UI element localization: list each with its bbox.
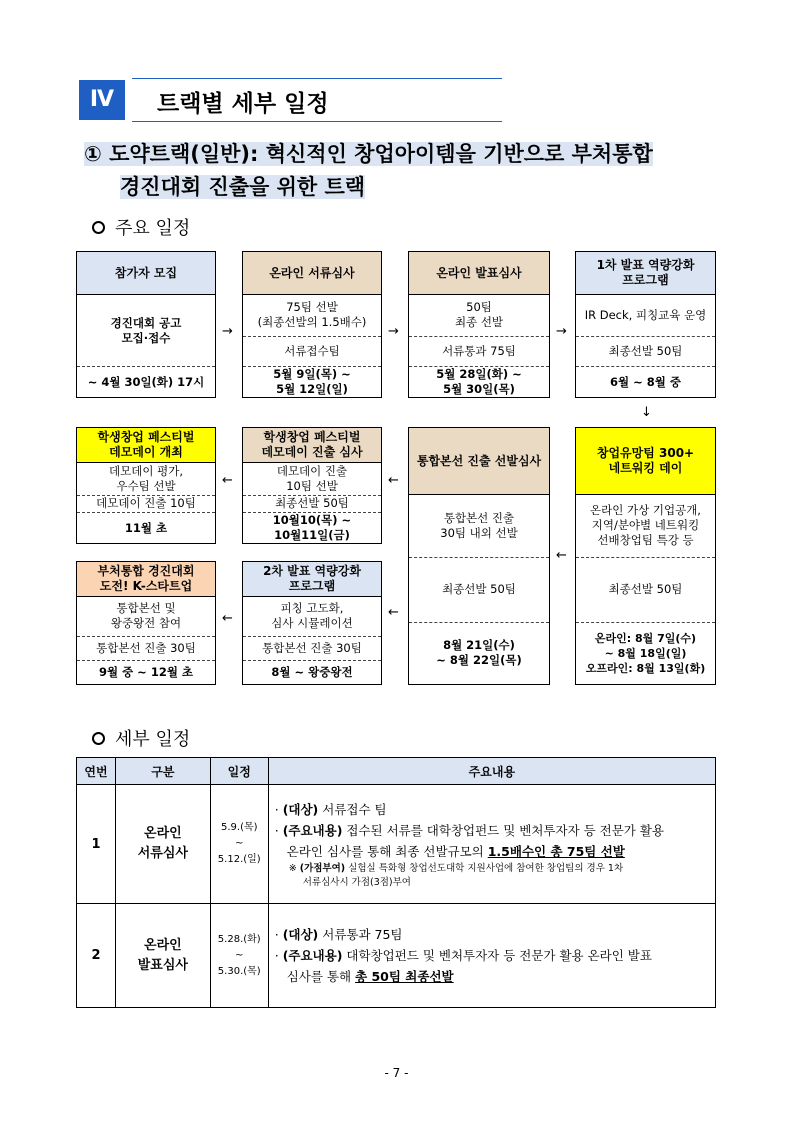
flow-header-final-selection: 통합본선 진출 선발심사 (408, 427, 550, 495)
detail-schedule-heading-text: 세부 일정 (115, 729, 191, 750)
arrow-left-icon: ← (388, 473, 399, 488)
arrow-down-icon: ↓ (641, 405, 652, 420)
flow-content-doc-review: 75팀 선발 (최종선발의 1.5배수) (257, 300, 367, 329)
main-content-text-cont: 온라인 심사를 통해 최종 선발규모의 (286, 843, 488, 859)
flow-date-networking: 온라인: 8월 7일(수) ~ 8월 18일(일) 오프라인: 8월 13일(화) (585, 631, 706, 675)
track-heading-line2: 경진대회 진출을 위한 트랙 (120, 175, 366, 199)
track-heading-line1: ① 도약트랙(일반): 혁신적인 창업아이템을 기반으로 부처통합 (84, 142, 653, 166)
arrow-left-icon: ← (222, 473, 233, 488)
arrow-right-icon: → (556, 324, 567, 339)
table-header-row (77, 758, 716, 785)
row-category: 온라인 발표심사 (115, 904, 210, 1008)
content-line (275, 966, 709, 987)
target-text: 서류접수 팀 (318, 801, 387, 817)
flow-content-capacity-1: IR Deck, 피칭교육 운영 (584, 307, 707, 322)
emphasis-text: 1.5배수인 총 75팀 선발 (487, 843, 625, 859)
flow-header-capacity-1: 1차 발표 역량강화 프로그램 (575, 251, 716, 295)
flow-content-recruit: 경진대회 공고 모집·접수 (110, 316, 182, 345)
note-mark: ※ (288, 862, 297, 874)
emphasis-text: 총 50팀 최종선발 (355, 969, 454, 984)
flow-date-k-startup: 9월 중 ~ 12월 초 (98, 665, 194, 679)
flow-content-demoday: 데모데이 평가, 우수팀 선발 (109, 463, 183, 493)
main-content-text: 대학창업펀드 및 벤처투자자 등 전문가 활용 온라인 발표 (342, 948, 652, 963)
flow-date-capacity-2: 8월 ~ 왕중왕전 (271, 665, 353, 679)
row-category: 온라인 서류심사 (115, 785, 210, 904)
row-content (268, 785, 715, 904)
track-heading (84, 138, 724, 204)
flow-header-networking: 창업유망팀 300+ 네트워킹 데이 (575, 427, 716, 495)
flow-target-networking: 최종선발 50팀 (608, 581, 683, 596)
content-line: · (대상) 서류통과 75팀 (274, 927, 403, 942)
flow-header-demoday-review: 학생창업 페스티벌 데모데이 진출 심사 (242, 427, 382, 463)
arrow-left-icon: ← (222, 611, 233, 626)
flow-content-final-selection: 통합본선 진출 30팀 내외 선발 (440, 510, 518, 540)
section-title: 트랙별 세부 일정 (157, 91, 329, 117)
flow-target-demoday-review: 최종선발 50팀 (275, 496, 349, 510)
flow-date-final-selection: 8월 21일(수) ~ 8월 22일(목) (436, 638, 522, 667)
flow-header-k-startup: 부처통합 경진대회 도전! K-스타트업 (76, 561, 216, 597)
note-text: 실험실 특화형 창업선도대학 지원사업에 참여한 창업팀의 경우 1차 (345, 862, 624, 874)
flow-target-final-selection: 최종선발 50팀 (442, 581, 516, 596)
page-number: - 7 - (384, 1066, 409, 1080)
row-schedule: 5.9.(목) ~ 5.12.(일) (210, 785, 268, 904)
flow-date-presentation-review: 5월 28일(화) ~ 5월 30일(목) (436, 367, 522, 396)
flow-header-presentation-review: 온라인 발표심사 (408, 251, 550, 295)
arrow-right-icon: → (222, 324, 233, 339)
target-text: 서류통과 75팀 (318, 927, 403, 942)
note-text-cont: 서류심사시 가점(3점)부여 (302, 876, 411, 888)
flow-date-recruit: ~ 4월 30일(화) 17시 (87, 374, 205, 389)
section-number: Ⅳ (79, 80, 125, 120)
flow-target-doc-review: 서류접수팀 (284, 344, 340, 358)
target-tag: (대상) (282, 927, 319, 942)
table-row (77, 904, 716, 1008)
col-header-category: 구분 (115, 758, 210, 785)
flow-target-capacity-2: 통합본선 진출 30팀 (262, 640, 362, 655)
row-schedule: 5.28.(화) ~ 5.30.(목) (210, 904, 268, 1008)
col-header-schedule: 일정 (210, 758, 268, 785)
detail-schedule-heading (92, 725, 190, 751)
content-line: · (주요내용) 대학창업펀드 및 벤처투자자 등 전문가 활용 온라인 발표 (274, 948, 652, 963)
flow-header-recruit: 참가자 모집 (76, 251, 216, 295)
row-content (268, 904, 715, 1008)
row-no: 2 (77, 904, 116, 1008)
row-no: 1 (77, 785, 116, 904)
content-line: · (대상) 서류접수 팀 (274, 801, 387, 817)
circle-bullet-icon (92, 732, 105, 745)
note-line (275, 862, 709, 890)
main-content-text-cont: 심사를 통해 (286, 969, 356, 984)
table-row (77, 785, 716, 904)
flow-header-doc-review: 온라인 서류심사 (242, 251, 382, 295)
main-schedule-heading-text: 주요 일정 (115, 218, 191, 239)
flow-content-k-startup: 통합본선 및 왕중왕전 참여 (110, 600, 182, 630)
main-content-text: 접수된 서류를 대학창업펀드 및 벤처투자자 등 전문가 활용 (342, 822, 665, 838)
circle-bullet-icon (92, 221, 105, 234)
arrow-left-icon: ← (556, 548, 567, 563)
content-line: · (주요내용) 접수된 서류를 대학창업펀드 및 벤처투자자 등 전문가 활용 (274, 822, 665, 838)
note-tag: (가점부여) (299, 862, 346, 874)
flow-date-demoday: 11월 초 (124, 520, 168, 535)
detail-schedule-table (76, 757, 716, 1008)
section-rule-bottom (132, 121, 502, 122)
flow-target-capacity-1: 최종선발 50팀 (608, 344, 683, 358)
flow-date-capacity-1: 6월 ~ 8월 중 (610, 374, 681, 389)
main-content-tag: (주요내용) (282, 948, 343, 963)
flow-target-presentation-review: 서류통과 75팀 (442, 344, 516, 358)
content-line (275, 841, 709, 862)
flow-header-demoday: 학생창업 페스티벌 데모데이 개최 (76, 427, 216, 463)
flow-date-doc-review: 5월 9일(목) ~ 5월 12일(일) (273, 367, 351, 396)
section-rule-top (132, 78, 502, 79)
flow-content-presentation-review: 50팀 최종 선발 (454, 300, 504, 329)
flow-content-capacity-2: 피칭 고도화, 심사 시뮬레이션 (271, 600, 353, 630)
flow-content-networking: 온라인 가상 기업공개, 지역/분야별 네트워킹 선배창업팀 특강 등 (590, 503, 701, 547)
flow-content-demoday-review: 데모데이 진출 10팀 선발 (276, 463, 348, 493)
flow-date-demoday-review: 10월10(목) ~ 10월11일(금) (272, 513, 352, 542)
main-content-tag: (주요내용) (282, 822, 343, 838)
flow-header-capacity-2: 2차 발표 역량강화 프로그램 (242, 561, 382, 597)
main-schedule-heading (92, 214, 190, 240)
flow-target-demoday: 데모데이 진출 10팀 (96, 496, 196, 510)
col-header-content: 주요내용 (268, 758, 715, 785)
flow-target-k-startup: 통합본선 진출 30팀 (96, 640, 196, 655)
col-header-no: 연번 (77, 758, 116, 785)
target-tag: (대상) (282, 801, 319, 817)
arrow-left-icon: ← (388, 605, 399, 620)
arrow-right-icon: → (388, 324, 399, 339)
